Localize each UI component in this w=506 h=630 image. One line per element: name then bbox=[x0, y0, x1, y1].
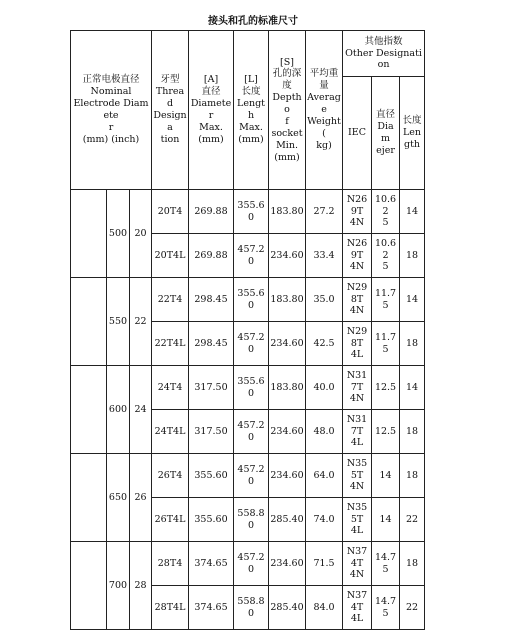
thread-cell: 22T4L bbox=[152, 322, 189, 366]
text-line: 10.62 bbox=[374, 193, 397, 217]
text-line: 5 bbox=[382, 261, 389, 273]
text-line: 4N bbox=[349, 217, 365, 229]
text-line: N269T bbox=[346, 237, 368, 261]
other-length-cell: 22 bbox=[400, 498, 425, 542]
text-line: Length bbox=[237, 98, 265, 121]
other-diameter-cell bbox=[372, 234, 400, 278]
text-line: 11.75 bbox=[374, 287, 397, 311]
other-diameter-cell bbox=[372, 322, 400, 366]
text-line: 4N bbox=[349, 393, 365, 405]
weight-cell: 74.0 bbox=[306, 498, 343, 542]
length-cell: 457.20 bbox=[234, 454, 269, 498]
depth-cell: 183.80 bbox=[269, 278, 306, 322]
depth-cell: 234.60 bbox=[269, 410, 306, 454]
header-thread-designation bbox=[152, 31, 189, 190]
page-title: 接头和孔的标准尺寸 bbox=[208, 16, 298, 27]
other-length-cell: 22 bbox=[400, 586, 425, 630]
text-line: kg) bbox=[316, 139, 332, 151]
other-diameter-cell bbox=[372, 278, 400, 322]
text-line: 量 bbox=[319, 80, 329, 92]
text-line: 4N bbox=[349, 261, 365, 273]
text-line: Depth o bbox=[272, 92, 302, 116]
text-line: N374T bbox=[346, 589, 368, 613]
thread-cell: 24T4 bbox=[152, 366, 189, 410]
text-line: (mm) bbox=[238, 133, 264, 145]
text-line: 10.62 bbox=[374, 237, 397, 261]
text-line: Averag bbox=[307, 92, 341, 104]
depth-cell: 234.60 bbox=[269, 322, 306, 366]
text-line: Weight( bbox=[307, 115, 341, 139]
text-line: Min. bbox=[276, 139, 298, 151]
text-line: 长度 bbox=[402, 115, 422, 127]
iec-cell bbox=[343, 410, 372, 454]
weight-cell: 71.5 bbox=[306, 542, 343, 586]
iec-cell bbox=[343, 278, 372, 322]
diameter-cell: 317.50 bbox=[189, 410, 234, 454]
depth-cell: 183.80 bbox=[269, 190, 306, 234]
text-line: N298T bbox=[346, 325, 368, 349]
thread-cell: 20T4L bbox=[152, 234, 189, 278]
header-average-weight bbox=[306, 31, 343, 190]
text-line: Designa bbox=[153, 110, 187, 133]
text-line: 12.5 bbox=[374, 381, 397, 393]
blank-cell bbox=[71, 190, 107, 278]
length-cell: 355.60 bbox=[234, 190, 269, 234]
electrode-inch-cell: 24 bbox=[130, 366, 152, 454]
text-line: 14.75 bbox=[374, 595, 397, 619]
text-line: 14 bbox=[379, 513, 392, 525]
diameter-cell: 317.50 bbox=[189, 366, 234, 410]
text-line: N317T bbox=[346, 369, 368, 393]
text-line: [S] bbox=[280, 56, 294, 68]
length-cell: 457.20 bbox=[234, 542, 269, 586]
header-electrode-diameter bbox=[71, 31, 152, 190]
header-iec bbox=[343, 77, 372, 190]
header-other-diameter bbox=[372, 77, 400, 190]
other-diameter-cell bbox=[372, 410, 400, 454]
other-diameter-cell bbox=[372, 366, 400, 410]
table-row bbox=[71, 366, 425, 410]
electrode-inch-cell: 26 bbox=[130, 454, 152, 542]
text-line: 其他指数 bbox=[364, 35, 403, 47]
text-line: 14 bbox=[379, 469, 392, 481]
text-line: 孔的深 bbox=[272, 68, 302, 80]
length-cell: 558.80 bbox=[234, 586, 269, 630]
length-cell: 457.20 bbox=[234, 322, 269, 366]
thread-cell: 28T4 bbox=[152, 542, 189, 586]
text-line: 4L bbox=[350, 525, 364, 537]
text-line: Max. bbox=[199, 121, 223, 133]
text-line: 4N bbox=[349, 305, 365, 317]
header-other-designation bbox=[343, 31, 425, 77]
text-line: 12.5 bbox=[374, 425, 397, 437]
text-line: 正常电极直径 bbox=[82, 74, 140, 86]
text-line: (mm) (inch) bbox=[82, 133, 140, 145]
electrode-inch-cell: 20 bbox=[130, 190, 152, 278]
length-cell: 355.60 bbox=[234, 366, 269, 410]
text-line: N298T bbox=[346, 281, 368, 305]
text-line: N355T bbox=[346, 457, 368, 481]
iec-cell bbox=[343, 454, 372, 498]
iec-cell bbox=[343, 498, 372, 542]
thread-cell: 24T4L bbox=[152, 410, 189, 454]
other-diameter-cell bbox=[372, 498, 400, 542]
diameter-cell: 269.88 bbox=[189, 190, 234, 234]
text-line: N374T bbox=[346, 545, 368, 569]
text-line: 长度 bbox=[241, 86, 261, 98]
thread-cell: 26T4L bbox=[152, 498, 189, 542]
length-cell: 355.60 bbox=[234, 278, 269, 322]
text-line: N355T bbox=[346, 501, 368, 525]
depth-cell: 234.60 bbox=[269, 454, 306, 498]
table-row bbox=[71, 454, 425, 498]
iec-cell bbox=[343, 190, 372, 234]
iec-cell bbox=[343, 542, 372, 586]
other-length-cell: 14 bbox=[400, 366, 425, 410]
text-line: [A] bbox=[203, 74, 219, 86]
iec-cell bbox=[343, 234, 372, 278]
other-length-cell: 18 bbox=[400, 322, 425, 366]
text-line: 14.75 bbox=[374, 551, 397, 575]
table-row bbox=[71, 542, 425, 586]
text-line: 直径 bbox=[376, 109, 396, 121]
depth-cell: 285.40 bbox=[269, 498, 306, 542]
text-line: N317T bbox=[346, 413, 368, 437]
table-row bbox=[71, 190, 425, 234]
other-length-cell: 14 bbox=[400, 278, 425, 322]
table-row bbox=[71, 278, 425, 322]
text-line: e bbox=[321, 104, 327, 116]
text-line: Nominal bbox=[90, 86, 132, 98]
blank-cell bbox=[71, 454, 107, 542]
depth-cell: 234.60 bbox=[269, 542, 306, 586]
header-diameter bbox=[189, 31, 234, 190]
text-line: 牙型 bbox=[160, 74, 180, 86]
text-line: Thread bbox=[155, 86, 185, 110]
header-socket-depth bbox=[269, 31, 306, 190]
other-diameter-cell bbox=[372, 542, 400, 586]
header-row bbox=[71, 31, 425, 77]
text-line: f bbox=[285, 115, 289, 127]
weight-cell: 48.0 bbox=[306, 410, 343, 454]
depth-cell: 285.40 bbox=[269, 586, 306, 630]
other-length-cell: 14 bbox=[400, 190, 425, 234]
text-line: socket bbox=[271, 127, 303, 139]
text-line: Diam bbox=[377, 121, 394, 144]
diameter-cell: 298.45 bbox=[189, 278, 234, 322]
length-cell: 457.20 bbox=[234, 410, 269, 454]
text-line: Other Designation bbox=[345, 47, 422, 71]
text-line: 直径 bbox=[201, 86, 221, 98]
depth-cell: 183.80 bbox=[269, 366, 306, 410]
text-line: r bbox=[108, 121, 114, 133]
text-line: Electrode Diamete bbox=[73, 98, 149, 121]
thread-cell: 28T4L bbox=[152, 586, 189, 630]
iec-cell bbox=[343, 586, 372, 630]
weight-cell: 42.5 bbox=[306, 322, 343, 366]
spec-table bbox=[70, 30, 425, 630]
iec-cell bbox=[343, 366, 372, 410]
text-line: 4N bbox=[349, 481, 365, 493]
weight-cell: 27.2 bbox=[306, 190, 343, 234]
text-line: tion bbox=[160, 133, 180, 145]
blank-cell bbox=[71, 366, 107, 454]
thread-cell: 26T4 bbox=[152, 454, 189, 498]
text-line: 4L bbox=[350, 437, 364, 449]
weight-cell: 64.0 bbox=[306, 454, 343, 498]
other-length-cell: 18 bbox=[400, 234, 425, 278]
diameter-cell: 298.45 bbox=[189, 322, 234, 366]
iec-cell bbox=[343, 322, 372, 366]
text-line: 度 bbox=[282, 80, 292, 92]
text-line: [L] bbox=[244, 74, 258, 86]
text-line: 平均重 bbox=[309, 68, 339, 80]
text-line: N269T bbox=[346, 193, 368, 217]
weight-cell: 33.4 bbox=[306, 234, 343, 278]
spec-table-body bbox=[71, 31, 425, 630]
other-length-cell: 18 bbox=[400, 410, 425, 454]
thread-cell: 20T4 bbox=[152, 190, 189, 234]
electrode-mm-cell: 650 bbox=[107, 454, 130, 542]
text-line: Len bbox=[403, 127, 422, 139]
text-line: ejer bbox=[376, 144, 395, 156]
text-line: 5 bbox=[382, 217, 389, 229]
text-line: (mm) bbox=[274, 151, 300, 163]
other-diameter-cell bbox=[372, 586, 400, 630]
length-cell: 457.20 bbox=[234, 234, 269, 278]
text-line: gth bbox=[404, 138, 421, 150]
text-line: Diameter bbox=[190, 98, 232, 121]
electrode-inch-cell: 28 bbox=[130, 542, 152, 630]
weight-cell: 40.0 bbox=[306, 366, 343, 410]
blank-cell bbox=[71, 542, 107, 630]
diameter-cell: 355.60 bbox=[189, 498, 234, 542]
weight-cell: 84.0 bbox=[306, 586, 343, 630]
text-line: 4L bbox=[350, 349, 364, 361]
text-line: IEC bbox=[348, 127, 366, 139]
electrode-mm-cell: 600 bbox=[107, 366, 130, 454]
depth-cell: 234.60 bbox=[269, 234, 306, 278]
diameter-cell: 269.88 bbox=[189, 234, 234, 278]
diameter-cell: 374.65 bbox=[189, 542, 234, 586]
other-length-cell: 18 bbox=[400, 454, 425, 498]
other-length-cell: 18 bbox=[400, 542, 425, 586]
electrode-mm-cell: 700 bbox=[107, 542, 130, 630]
header-length bbox=[234, 31, 269, 190]
electrode-inch-cell: 22 bbox=[130, 278, 152, 366]
diameter-cell: 374.65 bbox=[189, 586, 234, 630]
length-cell: 558.80 bbox=[234, 498, 269, 542]
text-line: (mm) bbox=[198, 133, 224, 145]
other-diameter-cell bbox=[372, 454, 400, 498]
blank-cell bbox=[71, 278, 107, 366]
electrode-mm-cell: 550 bbox=[107, 278, 130, 366]
thread-cell: 22T4 bbox=[152, 278, 189, 322]
diameter-cell: 355.60 bbox=[189, 454, 234, 498]
text-line: 11.75 bbox=[374, 331, 397, 355]
header-other-length bbox=[400, 77, 425, 190]
text-line: Max. bbox=[239, 121, 263, 133]
weight-cell: 35.0 bbox=[306, 278, 343, 322]
other-diameter-cell bbox=[372, 190, 400, 234]
text-line: 4N bbox=[349, 569, 365, 581]
text-line: 4L bbox=[350, 613, 364, 625]
electrode-mm-cell: 500 bbox=[107, 190, 130, 278]
